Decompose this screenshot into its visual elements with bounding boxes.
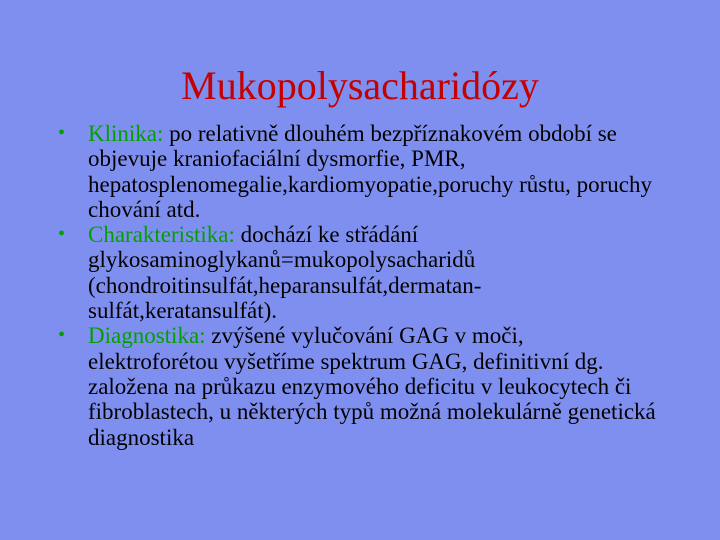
slide-title: Mukopolysacharidózy bbox=[181, 63, 539, 108]
bullet-text: po relativně dlouhém bezpříznakovém období se objevuje kraniofaciální dysmorfie, PMR, hepatosplenomegalie,kardiomyopatie,poruchy růstu, poruchy chování atd. bbox=[88, 121, 652, 222]
bullet-icon: • bbox=[58, 122, 66, 144]
bullet-icon: • bbox=[58, 324, 66, 347]
bullet-item-diagnostika bbox=[58, 323, 658, 449]
bullet-label: Klinika: bbox=[88, 121, 164, 146]
bullet-label: Charakteristika: bbox=[88, 222, 235, 248]
bullet-text: zvýšené vylučování GAG v moči, elektroforétou vyšetříme spektrum GAG, definitivní dg. založena na průkazu enzymového deficitu v leukocytech či fibroblastech, u některých typů možná molekulárně genetická diagnostika bbox=[88, 323, 656, 450]
bullet-text: dochází ke střádání glykosaminoglykanů=mukopolysacharidů (chondroitinsulfát,heparansulfát,dermatan-sulfát,keratansulfát). bbox=[88, 222, 482, 324]
bullet-icon: • bbox=[58, 223, 66, 246]
bullet-label: Diagnostika: bbox=[88, 323, 206, 349]
bullet-list bbox=[58, 121, 658, 450]
bullet-item-klinika bbox=[58, 121, 658, 222]
bullet-item-charakteristika bbox=[58, 222, 658, 323]
